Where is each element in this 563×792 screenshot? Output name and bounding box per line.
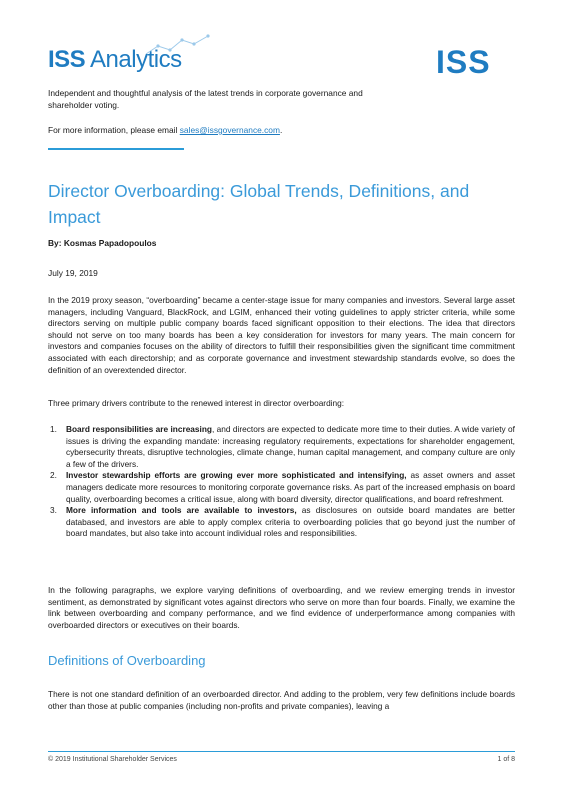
publication-date: July 19, 2019 (48, 268, 98, 278)
list-item (48, 470, 515, 505)
list-item (48, 505, 515, 540)
contact-prefix: For more information, please email (48, 125, 180, 135)
brand-name (48, 46, 182, 74)
byline: By: Kosmas Papadopoulos (48, 238, 157, 248)
list-item-lead: More information and tools are available to investors, (66, 505, 297, 516)
list-item-lead: Investor stewardship efforts are growing ever more sophisticated and intensifying, (66, 470, 407, 481)
list-number: 1. (50, 424, 57, 434)
paragraph-drivers-lead: Three primary drivers contribute to the renewed interest in director overboarding: (48, 398, 345, 408)
brand-prefix: ISS (48, 46, 86, 73)
iss-corner-logo-text: ISS (436, 44, 491, 80)
list-item-text: as asset owners and asset managers dedicate more resources to monitoring corporate governance risks. As part of the increased emphasis on board quality, overboarding becomes a critical issue, along with board diversity, director qualifications, and board refreshment. (66, 470, 516, 504)
iss-corner-logo (436, 44, 516, 80)
list-item (48, 424, 515, 470)
list-item-text: as disclosures on outside board mandates are better databased, and investors are able to apply complex criteria to overboarding policies that go beyond just the number of board mandates, but also take into account individual roles and responsibilities. (66, 505, 515, 539)
list-number: 2. (50, 470, 57, 481)
paragraph-definitions: There is not one standard definition of an overboarded director. And adding to the problem, very few definitions include boards other than those at public companies (including non-profits and private companies), leaving a (48, 689, 515, 711)
list-item-lead: Board responsibilities are increasing (66, 424, 212, 434)
contact-line (48, 124, 408, 136)
footer-copyright: © 2019 Institutional Shareholder Services (48, 756, 177, 763)
tagline: Independent and thoughtful analysis of the latest trends in corporate governance and shareholder voting. (48, 88, 363, 110)
paragraph-intro: In the 2019 proxy season, “overboarding” became a center-stage issue for many companies and investors. Several large asset managers, including Vanguard, BlackRock, and LGIM, enhanced their voting guidelines to apply stricter criteria, while some directors serving on multiple public company boards faced significant opposition to their elections. The idea that directors should not serve on too many boards has been a key consideration for investors for many years. The main concern for investors and companies focuses on the ability of directors to fulfill their responsibilities given the significant time commitment associated with each directorship; and as corporate governance and investment stewardship standards evolve, so does the definition of an overextended director. (48, 295, 515, 375)
intro-block (48, 87, 408, 136)
article-title: Director Overboarding: Global Trends, Definitions, and Impact (48, 181, 470, 227)
email-link[interactable]: sales@issgovernance.com (179, 125, 280, 135)
contact-suffix: . (279, 125, 283, 135)
footer-divider (48, 751, 515, 752)
brand-suffix: Analytics (90, 46, 182, 73)
iss-analytics-logo (48, 40, 208, 72)
list-number: 3. (50, 505, 57, 516)
paragraph-overview: In the following paragraphs, we explore varying definitions of overboarding, and we review emerging trends in investor sentiment, as demonstrated by significant votes against directors who serve on more than four boards. Finally, we examine the link between overboarding and company performance, and we find evidence of underperformance among companies with overboarded directors or executives on their boards. (48, 585, 515, 630)
drivers-list (48, 424, 515, 540)
list-item-text: , and directors are expected to dedicate more time to their duties. A wide variety of issues is driving the expanding mandate: increasing regulatory requirements, expectations for shareholder engagement, cybersecurity threats, disruptive technologies, climate change, human capital management, and company culture are only a few of the drivers. (66, 424, 515, 469)
section-heading: Definitions of Overboarding (48, 653, 206, 668)
page-number: 1 of 8 (497, 756, 515, 763)
header-divider (48, 148, 184, 150)
